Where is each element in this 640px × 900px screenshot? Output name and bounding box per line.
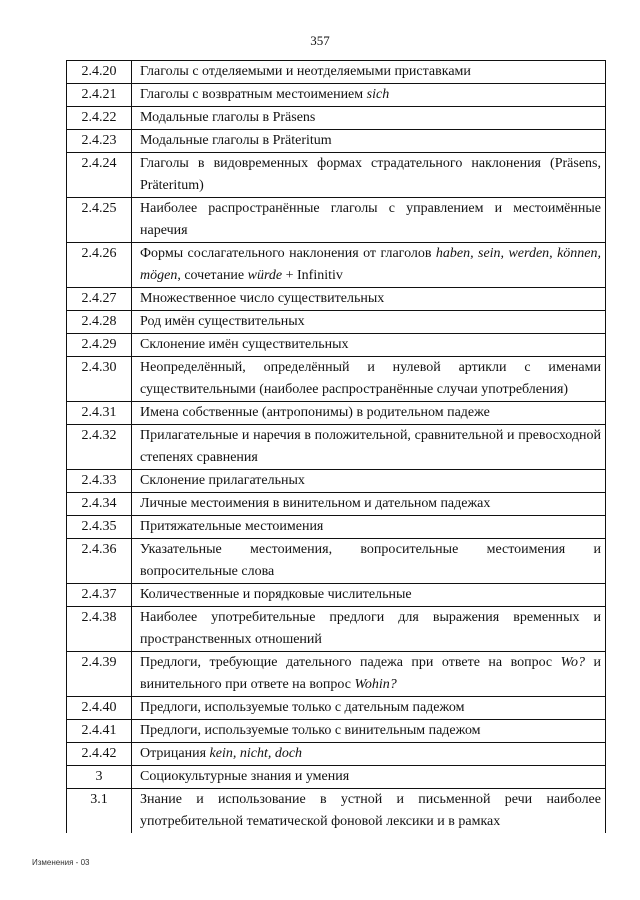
section-title [132, 516, 606, 539]
title-text: Глаголы с возвратным местоимением [140, 87, 367, 102]
title-text: Указательные местоимения, вопросительные местоимения и вопросительные слова [140, 542, 601, 579]
table-row [67, 334, 606, 357]
section-number: 2.4.20 [67, 61, 132, 84]
table-row [67, 720, 606, 743]
section-title [132, 153, 606, 198]
section-title [132, 288, 606, 311]
section-title [132, 425, 606, 470]
title-text: Глаголы с отделяемыми и неотделяемыми приставками [140, 64, 471, 79]
italic-term: Wohin? [354, 677, 397, 692]
section-title [132, 61, 606, 84]
table-row [67, 402, 606, 425]
title-text: Наиболее употребительные предлоги для выражения временных и пространственных отношений [140, 610, 601, 647]
section-number: 2.4.29 [67, 334, 132, 357]
section-number: 2.4.39 [67, 652, 132, 697]
title-text: Притяжательные местоимения [140, 519, 324, 534]
section-title [132, 789, 606, 834]
title-text: Предлоги, используемые только с дательным падежом [140, 700, 465, 715]
table-row [67, 107, 606, 130]
section-number: 2.4.30 [67, 357, 132, 402]
title-text: Количественные и порядковые числительные [140, 587, 412, 602]
curriculum-table-body [67, 61, 606, 834]
table-row [67, 61, 606, 84]
table-row [67, 470, 606, 493]
section-number: 2.4.24 [67, 153, 132, 198]
section-number: 2.4.31 [67, 402, 132, 425]
section-number: 2.4.37 [67, 584, 132, 607]
title-text: Прилагательные и наречия в положительной, сравнительной и превосходной степенях сравнения [140, 428, 601, 465]
section-title [132, 493, 606, 516]
table-row [67, 743, 606, 766]
section-title [132, 743, 606, 766]
table-row [67, 697, 606, 720]
section-number: 2.4.41 [67, 720, 132, 743]
title-text: Склонение прилагательных [140, 473, 305, 488]
curriculum-table [66, 60, 606, 833]
section-number: 2.4.23 [67, 130, 132, 153]
section-number: 2.4.35 [67, 516, 132, 539]
title-text: Формы сослагательного наклонения от глаголов [140, 246, 436, 261]
title-text: Предлоги, используемые только с винительным падежом [140, 723, 481, 738]
title-text: Отрицания [140, 746, 210, 761]
title-text: Склонение имён существительных [140, 337, 349, 352]
section-number: 2.4.38 [67, 607, 132, 652]
title-text: и винительного при ответе на вопрос [140, 655, 601, 692]
section-title [132, 107, 606, 130]
table-row [67, 607, 606, 652]
section-number: 2.4.33 [67, 470, 132, 493]
section-number: 2.4.26 [67, 243, 132, 288]
table-row [67, 516, 606, 539]
section-title [132, 130, 606, 153]
title-text: Личные местоимения в винительном и дательном падежах [140, 496, 491, 511]
section-number: 3 [67, 766, 132, 789]
title-text: Глаголы в видовременных формах страдательного наклонения (Präsens, Präteritum) [140, 156, 601, 193]
italic-term: haben, sein, werden, können, mögen [140, 246, 601, 283]
section-number: 2.4.28 [67, 311, 132, 334]
section-title [132, 607, 606, 652]
italic-term: Wo? [560, 655, 586, 670]
section-number: 2.4.27 [67, 288, 132, 311]
section-title [132, 243, 606, 288]
section-title [132, 652, 606, 697]
section-number: 2.4.40 [67, 697, 132, 720]
title-text: , сочетание [177, 268, 248, 283]
italic-term: würde [247, 268, 283, 283]
section-title [132, 357, 606, 402]
page-number: 357 [310, 33, 330, 48]
table-row [67, 84, 606, 107]
section-title [132, 311, 606, 334]
section-title [132, 402, 606, 425]
section-title [132, 584, 606, 607]
section-title [132, 198, 606, 243]
section-number: 2.4.21 [67, 84, 132, 107]
section-number: 2.4.36 [67, 539, 132, 584]
title-text: Имена собственные (антропонимы) в родительном падеже [140, 405, 490, 420]
table-row [67, 130, 606, 153]
title-text: + Infinitiv [282, 268, 343, 283]
section-number: 2.4.42 [67, 743, 132, 766]
table-row [67, 311, 606, 334]
section-title [132, 334, 606, 357]
section-number: 3.1 [67, 789, 132, 834]
italic-term: kein, nicht, doch [209, 746, 303, 761]
italic-term: sich [366, 87, 390, 102]
table-row [67, 789, 606, 834]
section-title [132, 470, 606, 493]
section-title [132, 84, 606, 107]
footer-revision-note: Изменения - 03 [32, 858, 90, 867]
title-text: Модальные глаголы в Präsens [140, 110, 316, 125]
section-title [132, 539, 606, 584]
table-row [67, 652, 606, 697]
title-text: Предлоги, требующие дательного падежа при ответе на вопрос [140, 655, 561, 670]
title-text: Неопределённый, определённый и нулевой артикли с именами существительными (наиболее распространённые случаи употребления) [140, 360, 601, 397]
section-title [132, 720, 606, 743]
section-number: 2.4.22 [67, 107, 132, 130]
table-row [67, 198, 606, 243]
table-row [67, 584, 606, 607]
table-row [67, 766, 606, 789]
section-number: 2.4.25 [67, 198, 132, 243]
table-row [67, 288, 606, 311]
table-row [67, 425, 606, 470]
title-text: Род имён существительных [140, 314, 305, 329]
title-text: Знание и использование в устной и письменной речи наиболее употребительной тематической фоновой лексики и в рамках [140, 792, 601, 829]
section-title [132, 697, 606, 720]
table-row [67, 539, 606, 584]
title-text: Социокультурные знания и умения [140, 769, 350, 784]
section-title [132, 766, 606, 789]
title-text: Модальные глаголы в Präteritum [140, 133, 332, 148]
title-text: Множественное число существительных [140, 291, 385, 306]
section-number: 2.4.34 [67, 493, 132, 516]
table-row [67, 357, 606, 402]
section-number: 2.4.32 [67, 425, 132, 470]
table-row [67, 493, 606, 516]
table-row [67, 153, 606, 198]
title-text: Наиболее распространённые глаголы с управлением и местоимённые наречия [140, 201, 601, 238]
table-row [67, 243, 606, 288]
